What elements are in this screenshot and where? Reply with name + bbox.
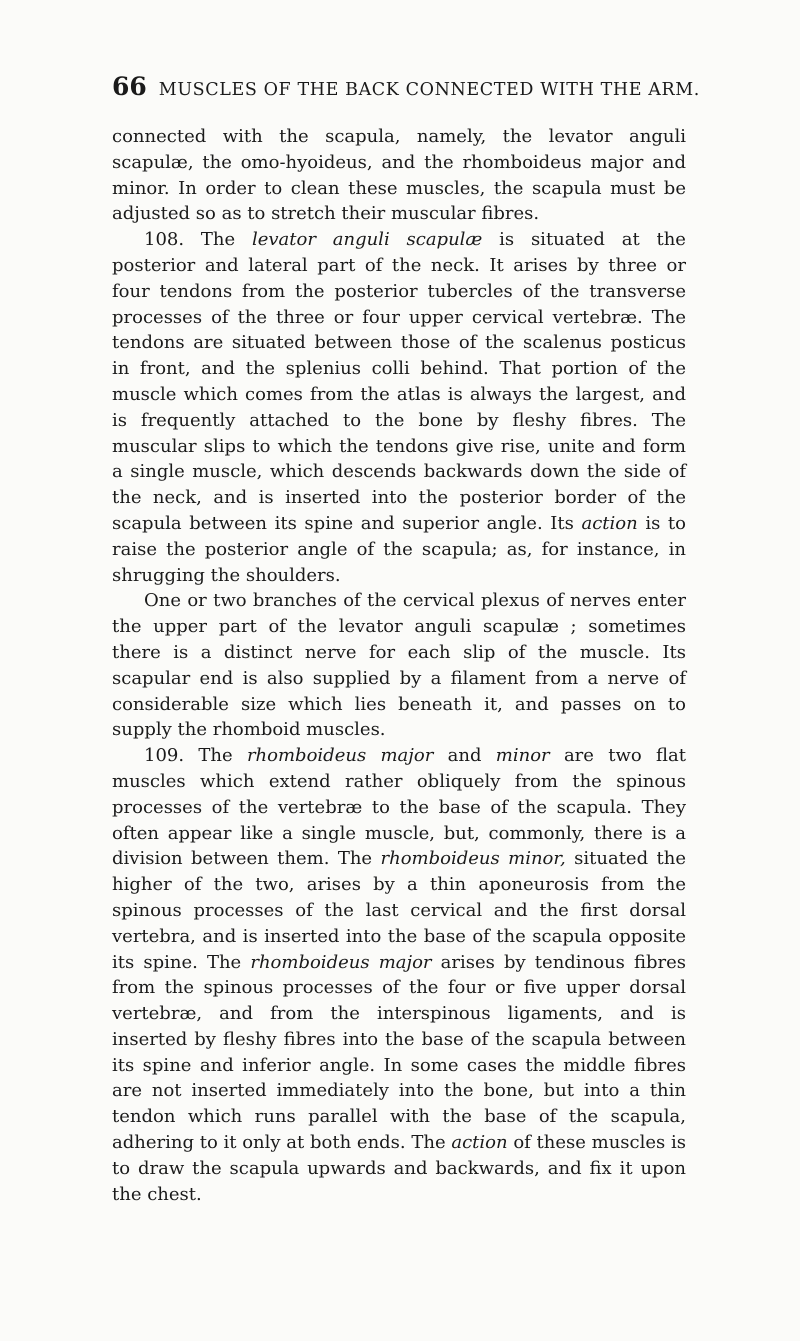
text-run: The: [200, 229, 252, 251]
book-page: [112, 72, 700, 1207]
body-text: [112, 124, 686, 1207]
section-number: 108.: [144, 229, 185, 251]
section-number: 109.: [144, 745, 185, 767]
muscle-name: levator anguli scapulæ: [251, 229, 483, 251]
running-head: [112, 72, 700, 116]
text-run: is situated at the posterior and lateral part of the neck. It arises by three or four tendons from the posterior tubercles of the transverse processes of the three or four upper cervical vertebræ. The tendons are situated between those of the scalenus posticus in front, and the splenius colli behind. That portion of the muscle which comes from the atlas is always the largest, and is frequently attached to the bone by fleshy fibres. The muscular slips to which the tendons give rise, unite and form a single muscle, which descends backwards down the side of the neck, and is inserted into the posterior border of the scapula between its spine and superior angle. Its: [112, 229, 686, 534]
text-run: of these muscles is to draw the scapula upwards and backwards, and fix it upon the chest.: [112, 1132, 686, 1205]
paragraph-108: [112, 227, 686, 588]
paragraph-nerves: [112, 588, 686, 743]
paragraph-109: [112, 743, 686, 1207]
muscle-name: rhomboideus major: [246, 745, 434, 767]
muscle-name: rhomboideus major: [250, 951, 432, 973]
text-run: arises by tendinous fibres from the spinous processes of the four or five upper dorsal vertebræ, and from the interspinous ligaments, and is inserted by fleshy fibres into the base of the scapula between its spine and inferior angle. In some cases the middle fibres are not inserted immediately into the bone, but into a thin tendon which runs parallel with the base of the scapula, adhering to it only at both ends. The: [112, 951, 686, 1154]
text-run: is to raise the posterior angle of the scapula; as, for instance, in shrugging the shoulders.: [112, 512, 686, 586]
muscle-name: minor: [495, 745, 550, 767]
paragraph-text: connected with the scapula, namely, the levator anguli scapulæ, the omo-hyoideus, and the rhomboideus major and minor. In order to clean these muscles, the scapula must be adjusted so as to stretch their muscular fibres.: [112, 126, 686, 225]
paragraph-continuation: [112, 124, 686, 227]
text-run: The: [198, 745, 247, 767]
action-term: action: [451, 1132, 508, 1154]
text-run: and: [433, 745, 496, 767]
page-number: 66: [112, 72, 147, 101]
muscle-name: rhomboideus minor,: [380, 848, 566, 870]
running-title: MUSCLES OF THE BACK CONNECTED WITH THE ARM.: [158, 80, 700, 100]
text-run: are two flat muscles which extend rather obliquely from the spinous processes of the vertebræ to the base of the scapula. They often appear like a single muscle, but, commonly, there is a division between them. The: [112, 745, 686, 870]
text-run: situated the higher of the two, arises by a thin aponeurosis from the spinous processes of the last cervical and the first dorsal vertebra, and is inserted into the base of the scapula opposite its spine. The: [112, 848, 686, 973]
action-term: action: [581, 512, 638, 534]
paragraph-text: One or two branches of the cervical plexus of nerves enter the upper part of the levator anguli scapulæ ; sometimes there is a distinct nerve for each slip of the muscle. Its scapular end is also supplied by a filament from a nerve of considerable size which lies beneath it, and passes on to supply the rhomboid muscles.: [112, 590, 686, 741]
